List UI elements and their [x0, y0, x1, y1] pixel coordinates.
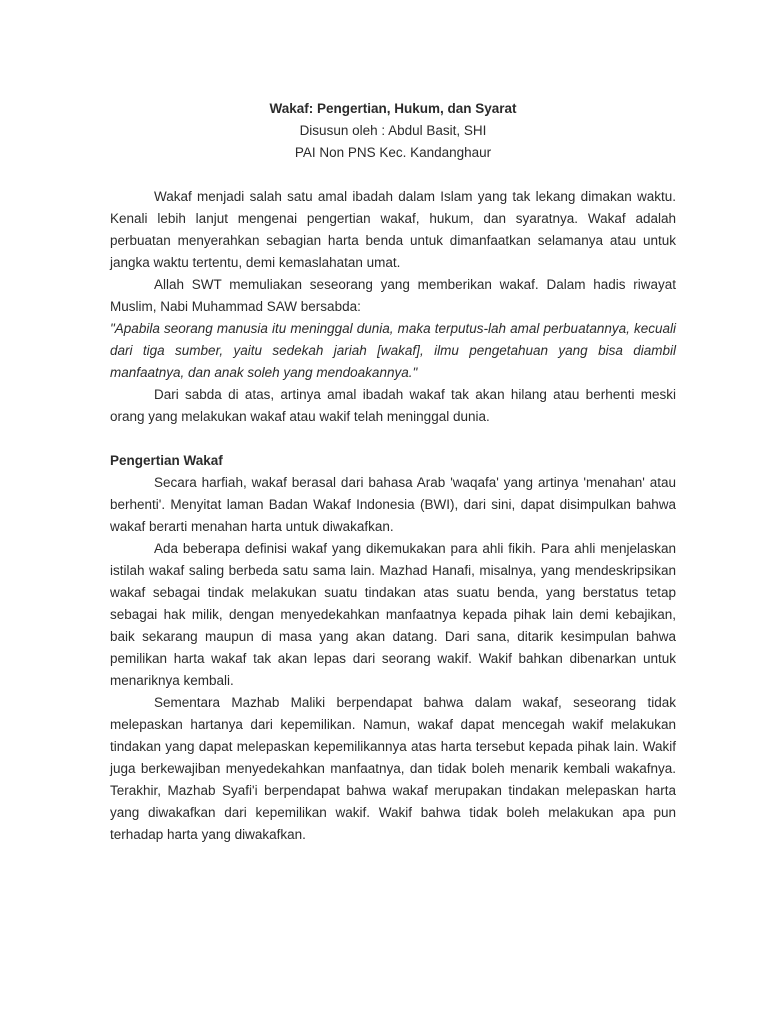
document-author: Disusun oleh : Abdul Basit, SHI: [299, 123, 487, 138]
document-title: Wakaf: Pengertian, Hukum, dan Syarat: [269, 101, 517, 116]
hadith-quote: "Apabila seorang manusia itu meninggal dunia, maka terputus-lah amal perbuatannya, kecuali dari tiga sumber, yaitu sedekah jariah [wakaf], ilmu pengetahuan yang bisa diambil manfaatnya, dan anak soleh yang mendoakannya.": [110, 321, 676, 380]
section-paragraph-2: Ada beberapa definisi wakaf yang dikemukakan para ahli fikih. Para ahli menjelaskan istilah wakaf saling berbeda satu sama lain. Mazhad Hanafi, misalnya, yang mendeskripsikan wakaf sebagai tindak melakukan suatu tindakan atas suatu benda, yang berstatus tetap sebagai hak milik, dengan menyedekahkan manfaatnya kepada pihak lain demi kebajikan, baik sekarang maupun di masa yang akan datang. Dari sana, ditarik kesimpulan bahwa pemilikan harta wakaf tak akan lepas dari seorang wakif. Wakif bahkan dibenarkan untuk menariknya kembali.: [110, 541, 676, 688]
section-heading: Pengertian Wakaf: [110, 453, 223, 468]
intro-paragraph-1: Wakaf menjadi salah satu amal ibadah dalam Islam yang tak lekang dimakan waktu. Kenali lebih lanjut mengenai pengertian wakaf, hukum, dan syaratnya. Wakaf adalah perbuatan menyerahkan sebagian harta benda untuk dimanfaatkan selamanya atau untuk jangka waktu tertentu, demi kemaslahatan umat.: [110, 189, 676, 270]
intro-paragraph-2: Allah SWT memuliakan seseorang yang memberikan wakaf. Dalam hadis riwayat Muslim, Nabi Muhammad SAW bersabda:: [110, 277, 676, 314]
section-paragraph-1: Secara harfiah, wakaf berasal dari bahasa Arab 'waqafa' yang artinya 'menahan' atau berhenti'. Menyitat laman Badan Wakaf Indonesia (BWI), dari sini, dapat disimpulkan bahwa wakaf berarti menahan harta untuk diwakafkan.: [110, 475, 676, 534]
document-header: [110, 98, 676, 164]
document-affiliation: PAI Non PNS Kec. Kandanghaur: [294, 145, 492, 160]
document-body: [110, 186, 676, 846]
intro-paragraph-3: Dari sabda di atas, artinya amal ibadah wakaf tak akan hilang atau berhenti meski orang yang melakukan wakaf atau wakif telah meninggal dunia.: [110, 387, 676, 424]
section-paragraph-3: Sementara Mazhab Maliki berpendapat bahwa dalam wakaf, seseorang tidak melepaskan hartanya dari kepemilikan. Namun, wakaf dapat mencegah wakif melakukan tindakan yang dapat melepaskan kepemilikannya atas harta tersebut kepada pihak lain. Wakif juga berkewajiban menyedekahkan manfaatnya, dan tidak boleh menarik kembali wakafnya. Terakhir, Mazhab Syafi'i berpendapat bahwa wakaf merupakan tindakan melepaskan harta yang diwakafkan dari kepemilikan wakif. Wakif bahwa tidak boleh melakukan apa pun terhadap harta yang diwakafkan.: [110, 695, 676, 842]
